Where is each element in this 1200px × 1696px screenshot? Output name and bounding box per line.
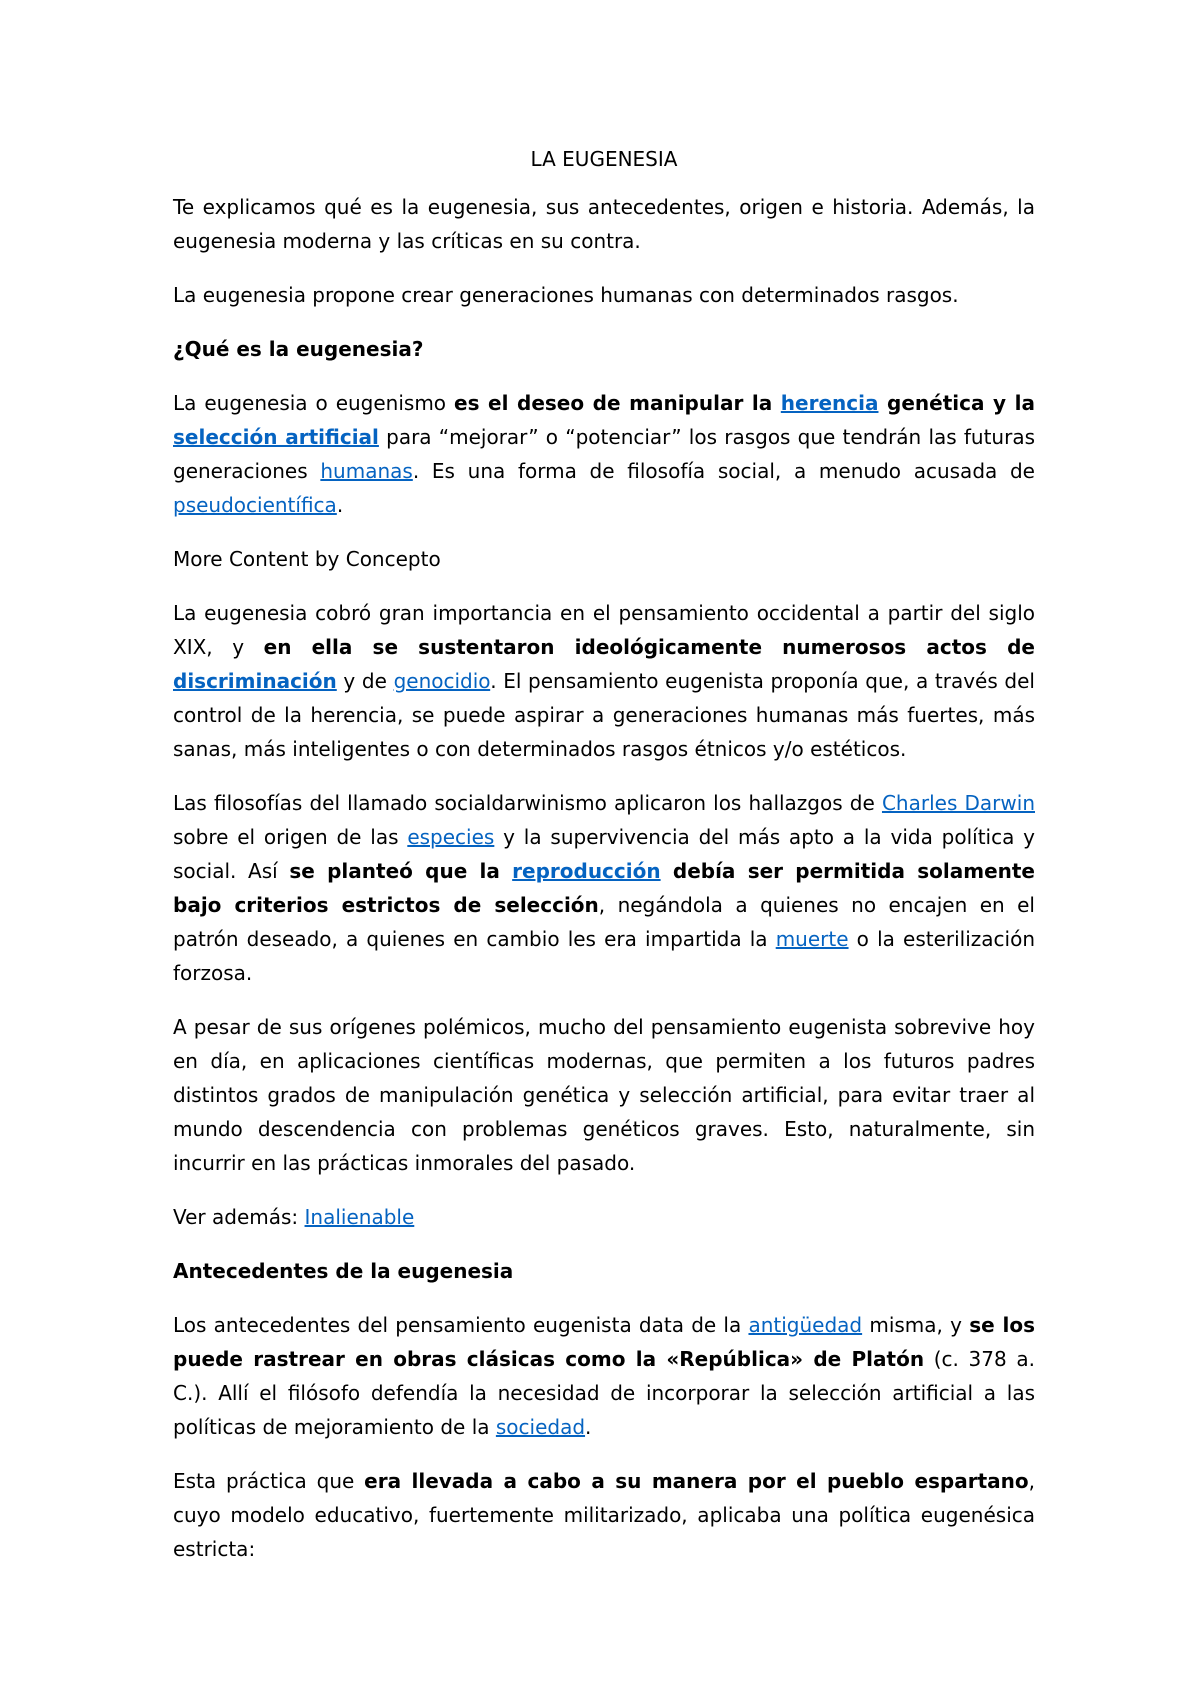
text-span: Los antecedentes del pensamiento eugenista data de la <box>173 1313 749 1337</box>
link-discriminacion[interactable]: discriminación <box>173 669 337 693</box>
link-antiguedad[interactable]: antigüedad <box>748 1313 863 1337</box>
text-span: La eugenesia o eugenismo <box>173 391 455 415</box>
link-inalienable[interactable]: Inalienable <box>304 1205 415 1229</box>
text-span: se planteó que la <box>289 859 513 883</box>
intro-paragraph: Te explicamos qué es la eugenesia, sus antecedentes, origen e historia. Además, la eugenesia moderna y las críticas en su contra. <box>173 195 1035 253</box>
socialdarwinismo-paragraph <box>173 786 1035 990</box>
text-span: sobre el origen de las <box>173 825 408 849</box>
link-especies[interactable]: especies <box>407 825 495 849</box>
text-span: . <box>585 1415 592 1439</box>
history-paragraph <box>173 596 1035 766</box>
text-span: . Es una forma de filosofía social, a menudo acusada de <box>412 459 1035 483</box>
modern-eugenics-paragraph: A pesar de sus orígenes polémicos, mucho del pensamiento eugenista sobrevive hoy en día, en aplicaciones científicas modernas, que permiten a los futuros padres distintos grados de manipulación genética y selección artificial, para evitar traer al mundo descendencia con problemas genéticos graves. Esto, naturalmente, sin incurrir en las prácticas inmorales del pasado. <box>173 1015 1035 1175</box>
link-genocidio[interactable]: genocidio <box>393 669 491 693</box>
heading-antecedentes: Antecedentes de la eugenesia <box>173 1259 514 1283</box>
text-span: . <box>336 493 344 517</box>
text-span: Esta práctica que <box>173 1469 365 1493</box>
link-reproduccion[interactable]: reproducción <box>512 859 661 883</box>
text-span: es el deseo de manipular la <box>454 391 781 415</box>
see-also <box>173 1200 1035 1234</box>
link-muerte[interactable]: muerte <box>775 927 849 951</box>
heading-que-es: ¿Qué es la eugenesia? <box>173 337 424 361</box>
bold-span: era llevada a cabo a su manera por el pueblo espartano <box>364 1469 1029 1493</box>
text-span: , cuyo modelo educativo, fuertemente militarizado, aplicaba una política eugenésica estricta: <box>173 1469 1035 1561</box>
summary-paragraph: La eugenesia propone crear generaciones humanas con determinados rasgos. <box>173 283 959 307</box>
bold-span: se los puede rastrear en obras clásicas como la «República» de Platón <box>173 1313 1036 1371</box>
text-span: misma, y <box>862 1313 970 1337</box>
link-charles-darwin[interactable]: Charles Darwin <box>881 791 1035 815</box>
text-span: y la supervivencia del más apto a la vida política y social. Así <box>173 825 1035 883</box>
link-seleccion-artificial[interactable]: selección artificial <box>173 425 379 449</box>
text-span: Las filosofías del llamado socialdarwinismo aplicaron los hallazgos de <box>173 791 882 815</box>
link-sociedad[interactable]: sociedad <box>495 1415 586 1439</box>
text-span: para “mejorar” o “potenciar” los rasgos que tendrán las futuras generaciones <box>173 425 1036 483</box>
text-span: y de <box>336 669 394 693</box>
text-span: (c. 378 a. C.). Allí el filósofo defendía la necesidad de incorporar la selección artificial a las políticas de mejoramiento de la <box>173 1347 1035 1439</box>
document-title: LA EUGENESIA <box>530 147 678 171</box>
text-span: debía ser permitida solamente bajo criterios estrictos de selección <box>173 859 1035 917</box>
link-humanas[interactable]: humanas <box>320 459 413 483</box>
text-span: La eugenesia cobró gran importancia en el pensamiento occidental a partir del siglo XIX, y <box>173 601 1035 659</box>
link-pseudocientifica[interactable]: pseudocientífica <box>173 493 337 517</box>
text-span: , negándola a quienes no encajen en el patrón deseado, a quienes en cambio les era impartida la <box>173 893 1035 951</box>
text-span: o la esterilización forzosa. <box>173 927 1035 985</box>
more-content-label: More Content by Concepto <box>173 547 441 571</box>
text-span: en ella se sustentaron ideológicamente numerosos actos de <box>263 635 1035 659</box>
text-span: . El pensamiento eugenista proponía que, a través del control de la herencia, se puede aspirar a generaciones humanas más fuertes, más sanas, más inteligentes o con determinados rasgos étnicos y/o estéticos. <box>173 669 1035 761</box>
see-also-label: Ver además: <box>173 1205 305 1229</box>
antecedents-paragraph <box>173 1308 1035 1444</box>
definition-paragraph <box>173 386 1035 522</box>
link-herencia[interactable]: herencia <box>780 391 879 415</box>
sparta-paragraph <box>173 1464 1035 1566</box>
text-span: genética y la <box>878 391 1036 415</box>
